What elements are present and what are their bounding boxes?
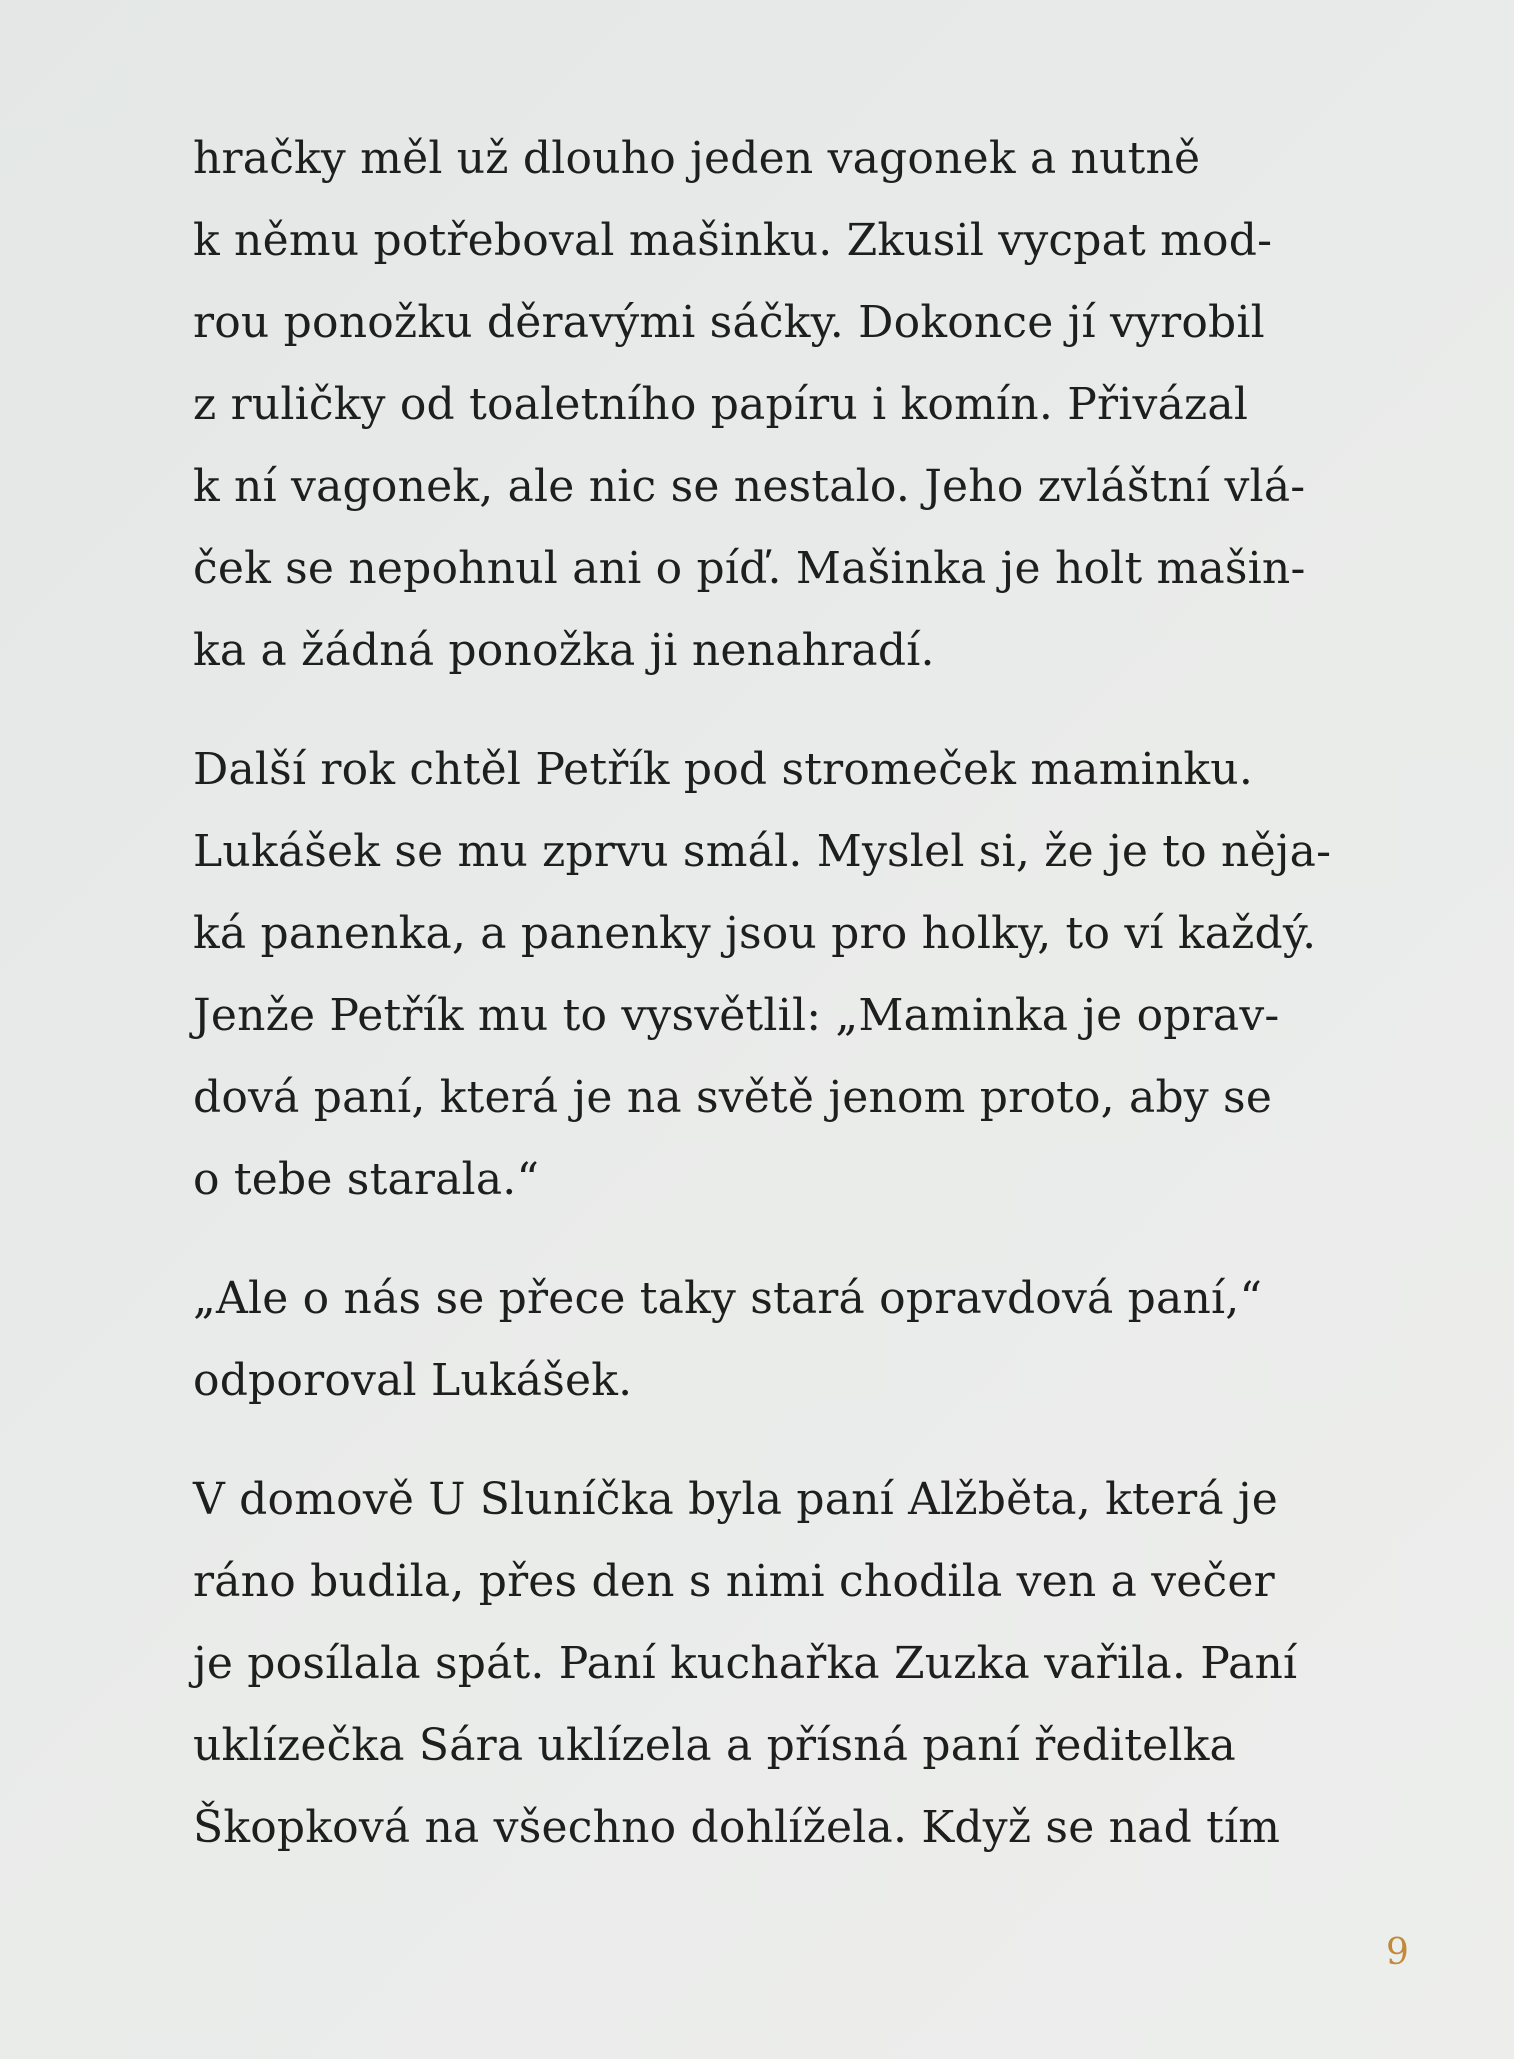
paragraph-2 bbox=[193, 729, 1423, 1221]
text-line: ka a žádná ponožka ji nenahradí. bbox=[193, 625, 935, 676]
text-line: odporoval Lukášek. bbox=[193, 1355, 633, 1406]
text-line: k němu potřeboval mašinku. Zkusil vycpat mod- bbox=[193, 215, 1273, 266]
page-number: 9 bbox=[1386, 1932, 1409, 1973]
paragraph-4 bbox=[193, 1459, 1423, 1869]
text-line: o tebe starala.“ bbox=[193, 1154, 540, 1205]
text-line: Škopková na všechno dohlížela. Když se nad tím bbox=[193, 1802, 1281, 1853]
text-line: uklízečka Sára uklízela a přísná paní ředitelka bbox=[193, 1720, 1236, 1771]
text-line: „Ale o nás se přece taky stará opravdová paní,“ bbox=[193, 1273, 1263, 1324]
text-line: ká panenka, a panenky jsou pro holky, to ví každý. bbox=[193, 908, 1317, 959]
paragraph-1 bbox=[193, 118, 1423, 692]
text-line: rou ponožku děravými sáčky. Dokonce jí vyrobil bbox=[193, 297, 1265, 348]
text-line: hračky měl už dlouho jeden vagonek a nutně bbox=[193, 133, 1201, 184]
text-line: je posílala spát. Paní kuchařka Zuzka vařila. Paní bbox=[193, 1638, 1298, 1689]
text-line: V domově U Sluníčka byla paní Alžběta, která je bbox=[193, 1474, 1279, 1525]
text-line: Lukášek se mu zprvu smál. Myslel si, že je to něja- bbox=[193, 826, 1332, 877]
text-line: Další rok chtěl Petřík pod stromeček maminku. bbox=[193, 744, 1254, 795]
text-line: ráno budila, přes den s nimi chodila ven a večer bbox=[193, 1556, 1275, 1607]
text-line: z ruličky od toaletního papíru i komín. Přivázal bbox=[193, 379, 1249, 430]
text-line: dová paní, která je na světě jenom proto, aby se bbox=[193, 1072, 1273, 1123]
text-line: ček se nepohnul ani o píď. Mašinka je holt mašin- bbox=[193, 543, 1306, 594]
text-line: k ní vagonek, ale nic se nestalo. Jeho zvláštní vlá- bbox=[193, 461, 1306, 512]
text-line: Jenže Petřík mu to vysvětlil: „Maminka je oprav- bbox=[193, 990, 1280, 1041]
body-text bbox=[193, 118, 1423, 1906]
paragraph-3 bbox=[193, 1258, 1423, 1422]
